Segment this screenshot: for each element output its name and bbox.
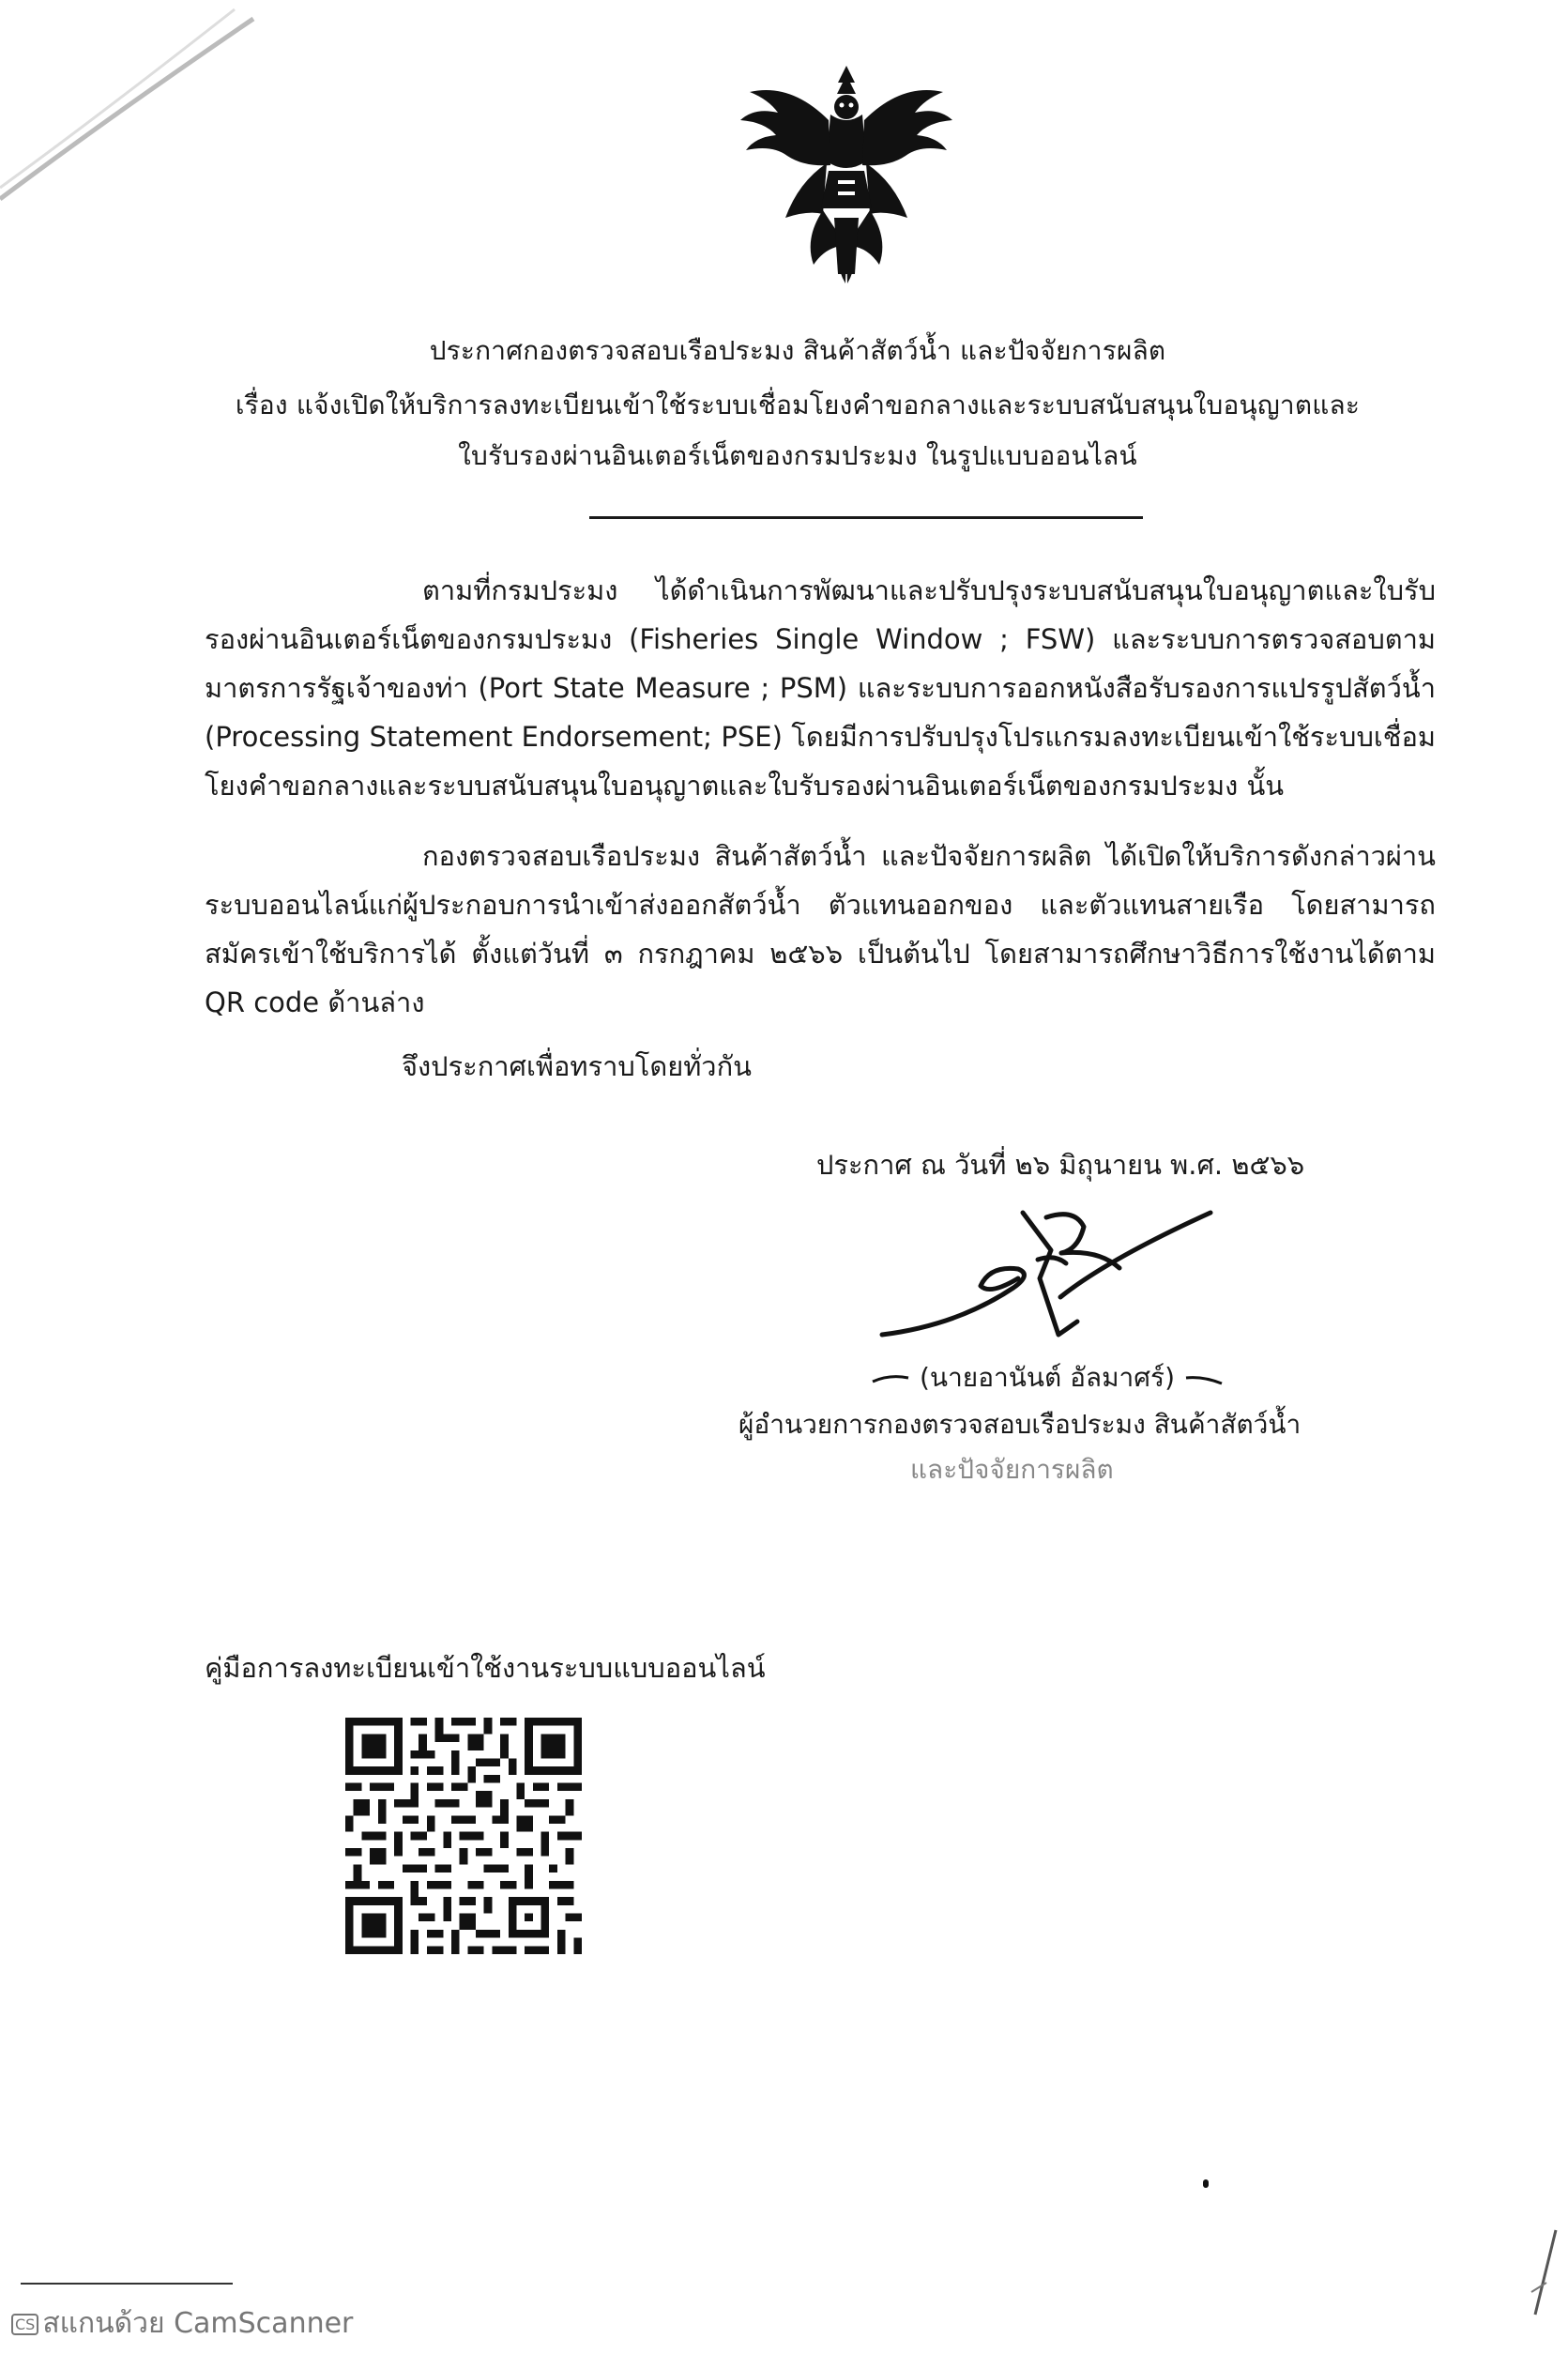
scan-dot-artifact [1203,2179,1209,2188]
dash-mark-right [1184,1372,1224,1385]
scan-corner-artifact [1518,2226,1565,2320]
signer-position: ผู้อำนวยการกองตรวจสอบเรือประมง สินค้าสัตว์น้ำ [738,1409,1302,1440]
announcement-title: ประกาศกองตรวจสอบเรือประมง สินค้าสัตว์น้ำ และปัจจัยการผลิต [429,335,1166,366]
camscanner-text: สแกนด้วย CamScanner [42,2307,354,2340]
paragraph-1-text: ตามที่กรมประมง ได้ดำเนินการพัฒนาและปรับปรุงระบบสนับสนุนใบอนุญาตและใบรับรองผ่านอินเตอร์เน็ตของกรมประมง (Fisheries Single Window ; FSW) และระบบการตรวจสอบตามมาตรการรัฐเจ้าของท่า (Port State Measure ; PSM) และระบบการออกหนังสือรับรองการแปรรูปสัตว์น้ำ (Processing Statement Endorsement; PSE) โดยมีการปรับปรุงโปรแกรมลงทะเบียนเข้าใช้ระบบเชื่อมโยงคำขอกลางและระบบสนับสนุนใบอนุญาตและใบรับรองผ่านอินเตอร์เน็ตของกรมประมง นั้น [205,574,1436,802]
qr-code-icon[interactable] [345,1718,582,1954]
closing-line [205,1042,1436,1091]
camscanner-logo-icon: CS [11,2314,38,2335]
signer-position-continued: และปัจจัยการผลิต [910,1454,1114,1485]
camscanner-watermark [11,2301,353,2346]
subject-line: เรื่อง แจ้งเปิดให้บริการลงทะเบียนเข้าใช้ระบบเชื่อมโยงคำขอกลางและระบบสนับสนุนใบอนุญาตและ [235,390,1361,420]
scan-edge-artifact [0,0,263,216]
signer-name [871,1357,1224,1399]
footer-rule [21,2283,233,2285]
title-divider [589,516,1143,519]
paragraph-2-text: กองตรวจสอบเรือประมง สินค้าสัตว์น้ำ และปัจจัยการผลิต ได้เปิดให้บริการดังกล่าวผ่านระบบออนไลน์แก่ผู้ประกอบการนำเข้าส่งออกสัตว์น้ำ ตัวแทนออกของ และตัวแทนสายเรือ โดยสามารถสมัครเข้าใช้บริการได้ ตั้งแต่วันที่ ๓ กรกฎาคม ๒๕๖๖ เป็นต้นไป โดยสามารถศึกษาวิธีการใช้งานได้ตาม QR code ด้านล่าง [205,840,1436,1018]
dash-mark-left [871,1372,910,1385]
garuda-emblem-icon [737,58,957,293]
qr-label: คู่มือการลงทะเบียนเข้าใช้งานระบบแบบออนไลน์ [205,1652,766,1684]
closing-text: จึงประกาศเพื่อทราบโดยทั่วกัน [402,1050,752,1082]
body-paragraph-2 [205,832,1436,1027]
body-paragraph-1 [205,566,1436,810]
subject-line-continued: ใบรับรองผ่านอินเตอร์เน็ตของกรมประมง ในรูปแบบออนไลน์ [458,440,1137,471]
announcement-date: ประกาศ ณ วันที่ ๒๖ มิถุนายน พ.ศ. ๒๕๖๖ [816,1149,1305,1181]
signer-name-text: (นายอานันต์ อัลมาศร์) [920,1362,1175,1393]
handwritten-signature [873,1194,1220,1358]
